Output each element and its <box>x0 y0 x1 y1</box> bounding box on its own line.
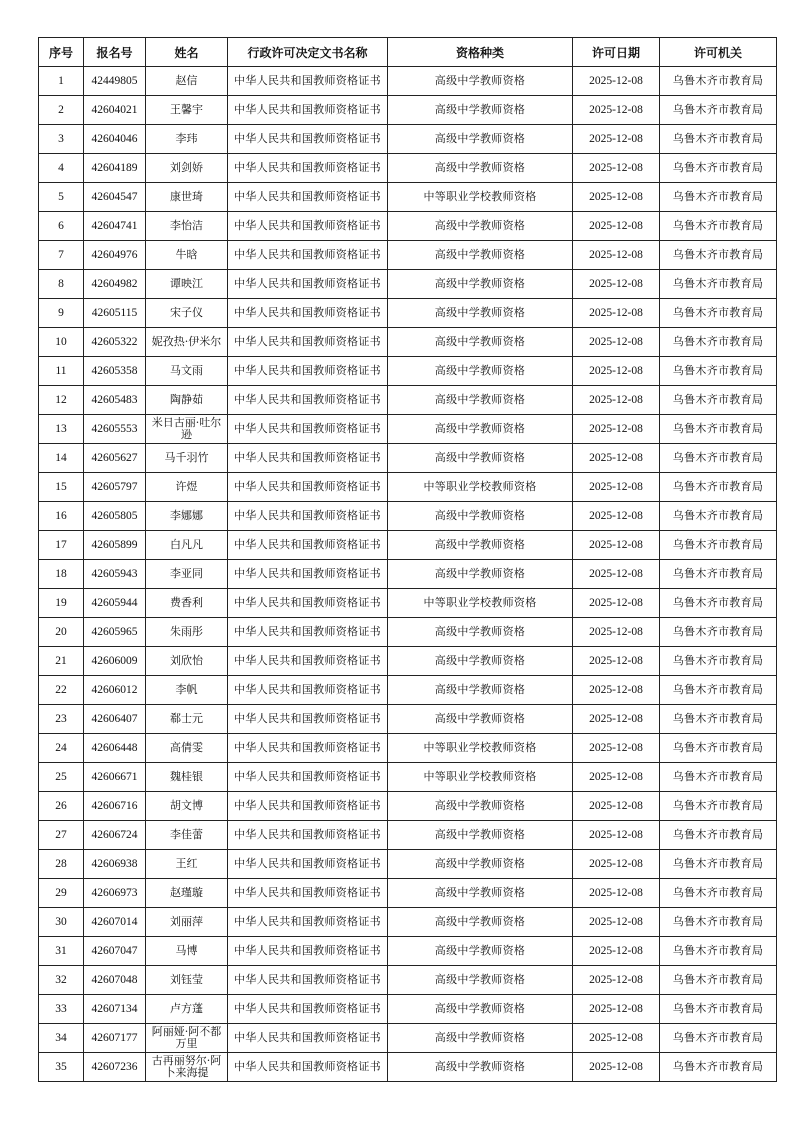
cell-index: 10 <box>39 328 84 357</box>
cell-name: 李玮 <box>146 125 228 154</box>
cell-index: 19 <box>39 589 84 618</box>
cell-permit-authority: 乌鲁木齐市教育局 <box>660 154 777 183</box>
cell-index: 27 <box>39 821 84 850</box>
cell-qualification-type: 高级中学教师资格 <box>388 879 573 908</box>
table-row <box>39 502 777 531</box>
cell-name: 许煜 <box>146 473 228 502</box>
cell-index: 16 <box>39 502 84 531</box>
cell-permit-date: 2025-12-08 <box>573 473 660 502</box>
cell-registration-no: 42607134 <box>84 995 146 1024</box>
header-index: 序号 <box>39 38 84 67</box>
table-row <box>39 386 777 415</box>
cell-permit-date: 2025-12-08 <box>573 328 660 357</box>
cell-permit-authority: 乌鲁木齐市教育局 <box>660 560 777 589</box>
table-row <box>39 183 777 212</box>
cell-index: 23 <box>39 705 84 734</box>
cell-name: 王馨宇 <box>146 96 228 125</box>
cell-index: 24 <box>39 734 84 763</box>
cell-permit-date: 2025-12-08 <box>573 531 660 560</box>
cell-qualification-type: 高级中学教师资格 <box>388 937 573 966</box>
cell-qualification-type: 高级中学教师资格 <box>388 1024 573 1053</box>
cell-qualification-type: 高级中学教师资格 <box>388 67 573 96</box>
cell-document-name: 中华人民共和国教师资格证书 <box>228 908 388 937</box>
cell-index: 30 <box>39 908 84 937</box>
cell-permit-date: 2025-12-08 <box>573 966 660 995</box>
cell-permit-date: 2025-12-08 <box>573 850 660 879</box>
cell-index: 26 <box>39 792 84 821</box>
cell-index: 8 <box>39 270 84 299</box>
cell-name: 刘欣怡 <box>146 647 228 676</box>
cell-index: 21 <box>39 647 84 676</box>
cell-permit-authority: 乌鲁木齐市教育局 <box>660 850 777 879</box>
cell-registration-no: 42606407 <box>84 705 146 734</box>
cell-permit-authority: 乌鲁木齐市教育局 <box>660 125 777 154</box>
table-row <box>39 792 777 821</box>
cell-permit-date: 2025-12-08 <box>573 908 660 937</box>
cell-document-name: 中华人民共和国教师资格证书 <box>228 792 388 821</box>
cell-qualification-type: 高级中学教师资格 <box>388 618 573 647</box>
cell-registration-no: 42606973 <box>84 879 146 908</box>
cell-name: 牛晗 <box>146 241 228 270</box>
cell-document-name: 中华人民共和国教师资格证书 <box>228 473 388 502</box>
cell-permit-date: 2025-12-08 <box>573 299 660 328</box>
table-row <box>39 299 777 328</box>
cell-registration-no: 42606012 <box>84 676 146 705</box>
cell-index: 31 <box>39 937 84 966</box>
table-row <box>39 241 777 270</box>
cell-registration-no: 42605805 <box>84 502 146 531</box>
cell-document-name: 中华人民共和国教师资格证书 <box>228 67 388 96</box>
cell-index: 32 <box>39 966 84 995</box>
cell-name: 李娜娜 <box>146 502 228 531</box>
cell-document-name: 中华人民共和国教师资格证书 <box>228 183 388 212</box>
cell-document-name: 中华人民共和国教师资格证书 <box>228 850 388 879</box>
permit-table <box>38 37 777 1082</box>
header-row <box>39 38 777 67</box>
table-row <box>39 734 777 763</box>
cell-document-name: 中华人民共和国教师资格证书 <box>228 1024 388 1053</box>
cell-qualification-type: 高级中学教师资格 <box>388 357 573 386</box>
cell-registration-no: 42604021 <box>84 96 146 125</box>
header-permit-authority: 许可机关 <box>660 38 777 67</box>
cell-permit-date: 2025-12-08 <box>573 705 660 734</box>
cell-permit-authority: 乌鲁木齐市教育局 <box>660 966 777 995</box>
cell-document-name: 中华人民共和国教师资格证书 <box>228 531 388 560</box>
table-row <box>39 821 777 850</box>
table-row <box>39 676 777 705</box>
table-header <box>39 38 777 67</box>
cell-qualification-type: 高级中学教师资格 <box>388 212 573 241</box>
cell-document-name: 中华人民共和国教师资格证书 <box>228 995 388 1024</box>
cell-index: 33 <box>39 995 84 1024</box>
cell-index: 18 <box>39 560 84 589</box>
cell-document-name: 中华人民共和国教师资格证书 <box>228 676 388 705</box>
cell-name: 古再丽努尔·阿卜来海提 <box>146 1053 228 1082</box>
cell-name: 陶静茹 <box>146 386 228 415</box>
table-row <box>39 1024 777 1053</box>
cell-name: 妮孜热·伊米尔 <box>146 328 228 357</box>
cell-index: 2 <box>39 96 84 125</box>
table-row <box>39 415 777 444</box>
cell-registration-no: 42605944 <box>84 589 146 618</box>
cell-document-name: 中华人民共和国教师资格证书 <box>228 502 388 531</box>
cell-permit-authority: 乌鲁木齐市教育局 <box>660 676 777 705</box>
cell-document-name: 中华人民共和国教师资格证书 <box>228 386 388 415</box>
cell-document-name: 中华人民共和国教师资格证书 <box>228 705 388 734</box>
cell-index: 14 <box>39 444 84 473</box>
cell-qualification-type: 高级中学教师资格 <box>388 908 573 937</box>
cell-document-name: 中华人民共和国教师资格证书 <box>228 1053 388 1082</box>
cell-registration-no: 42604976 <box>84 241 146 270</box>
cell-document-name: 中华人民共和国教师资格证书 <box>228 212 388 241</box>
cell-name: 李怡洁 <box>146 212 228 241</box>
cell-registration-no: 42604189 <box>84 154 146 183</box>
table-row <box>39 67 777 96</box>
cell-name: 米日古丽·吐尔逊 <box>146 415 228 444</box>
cell-permit-date: 2025-12-08 <box>573 183 660 212</box>
cell-name: 马文雨 <box>146 357 228 386</box>
table-row <box>39 908 777 937</box>
table-row <box>39 125 777 154</box>
cell-permit-authority: 乌鲁木齐市教育局 <box>660 270 777 299</box>
cell-document-name: 中华人民共和国教师资格证书 <box>228 966 388 995</box>
cell-permit-date: 2025-12-08 <box>573 270 660 299</box>
header-registration-no: 报名号 <box>84 38 146 67</box>
header-permit-date: 许可日期 <box>573 38 660 67</box>
header-name: 姓名 <box>146 38 228 67</box>
cell-registration-no: 42607177 <box>84 1024 146 1053</box>
cell-document-name: 中华人民共和国教师资格证书 <box>228 154 388 183</box>
cell-document-name: 中华人民共和国教师资格证书 <box>228 589 388 618</box>
cell-document-name: 中华人民共和国教师资格证书 <box>228 125 388 154</box>
cell-permit-authority: 乌鲁木齐市教育局 <box>660 908 777 937</box>
cell-qualification-type: 高级中学教师资格 <box>388 676 573 705</box>
cell-index: 13 <box>39 415 84 444</box>
cell-registration-no: 42606724 <box>84 821 146 850</box>
cell-index: 7 <box>39 241 84 270</box>
cell-name: 谭映江 <box>146 270 228 299</box>
cell-index: 3 <box>39 125 84 154</box>
cell-permit-authority: 乌鲁木齐市教育局 <box>660 357 777 386</box>
cell-qualification-type: 高级中学教师资格 <box>388 821 573 850</box>
cell-qualification-type: 高级中学教师资格 <box>388 647 573 676</box>
cell-qualification-type: 高级中学教师资格 <box>388 154 573 183</box>
cell-qualification-type: 高级中学教师资格 <box>388 792 573 821</box>
cell-permit-date: 2025-12-08 <box>573 415 660 444</box>
cell-permit-date: 2025-12-08 <box>573 96 660 125</box>
cell-permit-authority: 乌鲁木齐市教育局 <box>660 473 777 502</box>
cell-document-name: 中华人民共和国教师资格证书 <box>228 618 388 647</box>
cell-registration-no: 42606448 <box>84 734 146 763</box>
table-row <box>39 705 777 734</box>
cell-permit-date: 2025-12-08 <box>573 589 660 618</box>
cell-name: 卢方蓬 <box>146 995 228 1024</box>
cell-qualification-type: 高级中学教师资格 <box>388 531 573 560</box>
cell-registration-no: 42605899 <box>84 531 146 560</box>
cell-index: 28 <box>39 850 84 879</box>
table-row <box>39 937 777 966</box>
header-document-name: 行政许可决定文书名称 <box>228 38 388 67</box>
cell-permit-date: 2025-12-08 <box>573 879 660 908</box>
cell-qualification-type: 高级中学教师资格 <box>388 241 573 270</box>
cell-index: 20 <box>39 618 84 647</box>
cell-qualification-type: 高级中学教师资格 <box>388 1053 573 1082</box>
cell-index: 1 <box>39 67 84 96</box>
cell-registration-no: 42605358 <box>84 357 146 386</box>
cell-index: 9 <box>39 299 84 328</box>
cell-permit-authority: 乌鲁木齐市教育局 <box>660 1053 777 1082</box>
cell-qualification-type: 高级中学教师资格 <box>388 705 573 734</box>
cell-permit-authority: 乌鲁木齐市教育局 <box>660 386 777 415</box>
cell-registration-no: 42604547 <box>84 183 146 212</box>
cell-permit-date: 2025-12-08 <box>573 154 660 183</box>
cell-permit-authority: 乌鲁木齐市教育局 <box>660 328 777 357</box>
cell-qualification-type: 高级中学教师资格 <box>388 125 573 154</box>
cell-registration-no: 42604982 <box>84 270 146 299</box>
cell-permit-authority: 乌鲁木齐市教育局 <box>660 705 777 734</box>
cell-permit-authority: 乌鲁木齐市教育局 <box>660 299 777 328</box>
table-body <box>39 67 777 1082</box>
cell-permit-date: 2025-12-08 <box>573 821 660 850</box>
cell-permit-authority: 乌鲁木齐市教育局 <box>660 502 777 531</box>
cell-name: 郗士元 <box>146 705 228 734</box>
cell-document-name: 中华人民共和国教师资格证书 <box>228 937 388 966</box>
header-qualification-type: 资格种类 <box>388 38 573 67</box>
cell-registration-no: 42604741 <box>84 212 146 241</box>
table-row <box>39 850 777 879</box>
cell-name: 白凡凡 <box>146 531 228 560</box>
cell-document-name: 中华人民共和国教师资格证书 <box>228 560 388 589</box>
cell-permit-date: 2025-12-08 <box>573 125 660 154</box>
cell-document-name: 中华人民共和国教师资格证书 <box>228 96 388 125</box>
cell-index: 5 <box>39 183 84 212</box>
cell-registration-no: 42606716 <box>84 792 146 821</box>
cell-permit-authority: 乌鲁木齐市教育局 <box>660 444 777 473</box>
cell-qualification-type: 高级中学教师资格 <box>388 560 573 589</box>
table-row <box>39 647 777 676</box>
cell-name: 魏桂银 <box>146 763 228 792</box>
cell-qualification-type: 高级中学教师资格 <box>388 415 573 444</box>
cell-registration-no: 42605627 <box>84 444 146 473</box>
cell-document-name: 中华人民共和国教师资格证书 <box>228 299 388 328</box>
cell-name: 马千羽竹 <box>146 444 228 473</box>
cell-qualification-type: 高级中学教师资格 <box>388 386 573 415</box>
cell-permit-authority: 乌鲁木齐市教育局 <box>660 241 777 270</box>
cell-permit-date: 2025-12-08 <box>573 444 660 473</box>
cell-document-name: 中华人民共和国教师资格证书 <box>228 763 388 792</box>
cell-permit-authority: 乌鲁木齐市教育局 <box>660 183 777 212</box>
table-row <box>39 879 777 908</box>
cell-registration-no: 42605797 <box>84 473 146 502</box>
cell-permit-date: 2025-12-08 <box>573 386 660 415</box>
cell-qualification-type: 高级中学教师资格 <box>388 270 573 299</box>
cell-permit-date: 2025-12-08 <box>573 212 660 241</box>
cell-name: 胡文博 <box>146 792 228 821</box>
cell-name: 刘丽萍 <box>146 908 228 937</box>
cell-index: 4 <box>39 154 84 183</box>
cell-name: 李亚同 <box>146 560 228 589</box>
cell-document-name: 中华人民共和国教师资格证书 <box>228 328 388 357</box>
cell-document-name: 中华人民共和国教师资格证书 <box>228 821 388 850</box>
cell-registration-no: 42606671 <box>84 763 146 792</box>
cell-permit-date: 2025-12-08 <box>573 67 660 96</box>
cell-registration-no: 42607014 <box>84 908 146 937</box>
cell-name: 阿丽娅·阿不都万里 <box>146 1024 228 1053</box>
cell-permit-date: 2025-12-08 <box>573 560 660 589</box>
table-row <box>39 212 777 241</box>
cell-registration-no: 42605943 <box>84 560 146 589</box>
cell-qualification-type: 高级中学教师资格 <box>388 502 573 531</box>
cell-document-name: 中华人民共和国教师资格证书 <box>228 270 388 299</box>
cell-permit-authority: 乌鲁木齐市教育局 <box>660 589 777 618</box>
cell-permit-authority: 乌鲁木齐市教育局 <box>660 531 777 560</box>
cell-registration-no: 42606009 <box>84 647 146 676</box>
cell-qualification-type: 高级中学教师资格 <box>388 328 573 357</box>
cell-permit-date: 2025-12-08 <box>573 763 660 792</box>
cell-registration-no: 42607047 <box>84 937 146 966</box>
cell-qualification-type: 高级中学教师资格 <box>388 96 573 125</box>
cell-name: 李佳蕾 <box>146 821 228 850</box>
cell-registration-no: 42607048 <box>84 966 146 995</box>
cell-qualification-type: 高级中学教师资格 <box>388 299 573 328</box>
cell-name: 赵信 <box>146 67 228 96</box>
cell-registration-no: 42606938 <box>84 850 146 879</box>
cell-index: 22 <box>39 676 84 705</box>
table-row <box>39 995 777 1024</box>
table-row <box>39 444 777 473</box>
cell-permit-authority: 乌鲁木齐市教育局 <box>660 618 777 647</box>
cell-permit-authority: 乌鲁木齐市教育局 <box>660 1024 777 1053</box>
table-row <box>39 763 777 792</box>
cell-document-name: 中华人民共和国教师资格证书 <box>228 241 388 270</box>
cell-registration-no: 42605965 <box>84 618 146 647</box>
cell-index: 17 <box>39 531 84 560</box>
cell-registration-no: 42607236 <box>84 1053 146 1082</box>
cell-registration-no: 42605115 <box>84 299 146 328</box>
cell-name: 刘剑娇 <box>146 154 228 183</box>
cell-qualification-type: 中等职业学校教师资格 <box>388 763 573 792</box>
cell-permit-date: 2025-12-08 <box>573 647 660 676</box>
cell-qualification-type: 高级中学教师资格 <box>388 966 573 995</box>
table-row <box>39 96 777 125</box>
cell-permit-authority: 乌鲁木齐市教育局 <box>660 937 777 966</box>
cell-qualification-type: 高级中学教师资格 <box>388 444 573 473</box>
cell-index: 15 <box>39 473 84 502</box>
cell-index: 12 <box>39 386 84 415</box>
cell-registration-no: 42449805 <box>84 67 146 96</box>
cell-name: 李帆 <box>146 676 228 705</box>
cell-name: 刘钰莹 <box>146 966 228 995</box>
cell-permit-authority: 乌鲁木齐市教育局 <box>660 212 777 241</box>
cell-index: 6 <box>39 212 84 241</box>
table-row <box>39 966 777 995</box>
cell-document-name: 中华人民共和国教师资格证书 <box>228 415 388 444</box>
cell-document-name: 中华人民共和国教师资格证书 <box>228 357 388 386</box>
table-row <box>39 328 777 357</box>
cell-document-name: 中华人民共和国教师资格证书 <box>228 879 388 908</box>
cell-permit-date: 2025-12-08 <box>573 502 660 531</box>
cell-registration-no: 42605553 <box>84 415 146 444</box>
cell-qualification-type: 中等职业学校教师资格 <box>388 473 573 502</box>
cell-name: 康世琦 <box>146 183 228 212</box>
cell-index: 11 <box>39 357 84 386</box>
cell-permit-date: 2025-12-08 <box>573 734 660 763</box>
cell-permit-date: 2025-12-08 <box>573 676 660 705</box>
cell-registration-no: 42605322 <box>84 328 146 357</box>
table-row <box>39 357 777 386</box>
table-row <box>39 531 777 560</box>
cell-permit-authority: 乌鲁木齐市教育局 <box>660 647 777 676</box>
cell-permit-authority: 乌鲁木齐市教育局 <box>660 792 777 821</box>
cell-permit-authority: 乌鲁木齐市教育局 <box>660 821 777 850</box>
cell-name: 高倩雯 <box>146 734 228 763</box>
table-row <box>39 270 777 299</box>
cell-qualification-type: 中等职业学校教师资格 <box>388 589 573 618</box>
table-row <box>39 560 777 589</box>
table-row <box>39 1053 777 1082</box>
cell-permit-date: 2025-12-08 <box>573 1024 660 1053</box>
cell-permit-date: 2025-12-08 <box>573 241 660 270</box>
cell-name: 王红 <box>146 850 228 879</box>
cell-qualification-type: 中等职业学校教师资格 <box>388 734 573 763</box>
cell-permit-date: 2025-12-08 <box>573 792 660 821</box>
cell-index: 25 <box>39 763 84 792</box>
cell-name: 马博 <box>146 937 228 966</box>
cell-permit-date: 2025-12-08 <box>573 995 660 1024</box>
cell-qualification-type: 高级中学教师资格 <box>388 850 573 879</box>
table-row <box>39 473 777 502</box>
cell-registration-no: 42604046 <box>84 125 146 154</box>
cell-document-name: 中华人民共和国教师资格证书 <box>228 647 388 676</box>
table-row <box>39 589 777 618</box>
cell-index: 29 <box>39 879 84 908</box>
cell-qualification-type: 高级中学教师资格 <box>388 995 573 1024</box>
cell-permit-date: 2025-12-08 <box>573 618 660 647</box>
cell-permit-date: 2025-12-08 <box>573 937 660 966</box>
cell-document-name: 中华人民共和国教师资格证书 <box>228 734 388 763</box>
cell-name: 宋子仪 <box>146 299 228 328</box>
cell-permit-authority: 乌鲁木齐市教育局 <box>660 96 777 125</box>
table-row <box>39 154 777 183</box>
cell-permit-authority: 乌鲁木齐市教育局 <box>660 995 777 1024</box>
cell-permit-date: 2025-12-08 <box>573 357 660 386</box>
cell-index: 35 <box>39 1053 84 1082</box>
cell-qualification-type: 中等职业学校教师资格 <box>388 183 573 212</box>
cell-name: 赵瑾璇 <box>146 879 228 908</box>
cell-permit-date: 2025-12-08 <box>573 1053 660 1082</box>
cell-index: 34 <box>39 1024 84 1053</box>
cell-name: 费香利 <box>146 589 228 618</box>
cell-permit-authority: 乌鲁木齐市教育局 <box>660 415 777 444</box>
table-row <box>39 618 777 647</box>
cell-document-name: 中华人民共和国教师资格证书 <box>228 444 388 473</box>
cell-permit-authority: 乌鲁木齐市教育局 <box>660 67 777 96</box>
cell-registration-no: 42605483 <box>84 386 146 415</box>
cell-permit-authority: 乌鲁木齐市教育局 <box>660 879 777 908</box>
cell-name: 朱雨彤 <box>146 618 228 647</box>
cell-permit-authority: 乌鲁木齐市教育局 <box>660 734 777 763</box>
cell-permit-authority: 乌鲁木齐市教育局 <box>660 763 777 792</box>
